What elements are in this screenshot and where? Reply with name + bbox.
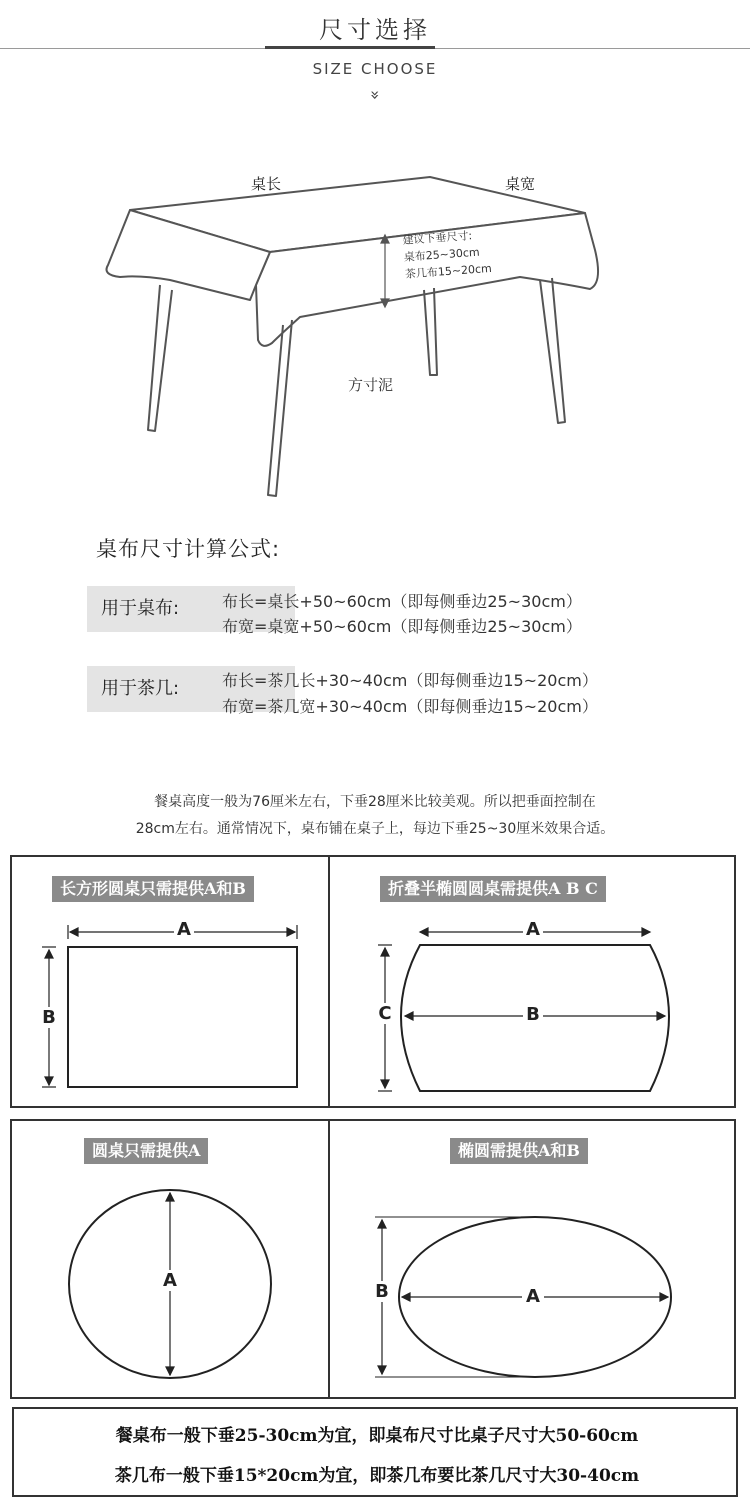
oval-diagram bbox=[330, 1121, 734, 1397]
note-line-2: 28cm左右。通常情况下，桌布铺在桌子上，每边下垂25~30厘米效果合适。 bbox=[135, 821, 615, 837]
tablecloth-tag: 用于桌布: bbox=[87, 586, 295, 632]
drop-suggestion bbox=[402, 226, 492, 283]
half-oval-b-label: B bbox=[523, 1004, 543, 1025]
oval-panel-title: 椭圆需提供A和B bbox=[450, 1138, 588, 1164]
half-oval-c-label: C bbox=[375, 1003, 395, 1024]
note-line-1: 餐桌高度一般为76厘米左右，下垂28厘米比较美观。所以把垂面控制在 bbox=[154, 794, 596, 810]
watermark: 方寸泥 bbox=[348, 376, 394, 394]
rect-panel bbox=[10, 855, 330, 1108]
rect-a-label: A bbox=[174, 919, 194, 940]
tea-length-formula: 布长=茶几长+30~40cm（即每侧垂边15~20cm） bbox=[222, 671, 598, 690]
round-panel bbox=[10, 1119, 330, 1399]
table-width-label: 桌宽 bbox=[505, 175, 536, 193]
drop-table: 桌布25~30cm bbox=[403, 245, 481, 264]
page-subtitle: SIZE CHOOSE bbox=[312, 60, 438, 78]
half-oval-panel-title: 折叠半椭圆圆桌需提供A B C bbox=[380, 876, 606, 902]
chevron-down-icon: » bbox=[366, 90, 385, 100]
half-oval-panel bbox=[328, 855, 736, 1108]
tablecloth-width-formula: 布宽=桌宽+50~60cm（即每侧垂边25~30cm） bbox=[222, 617, 582, 636]
half-oval-a-label: A bbox=[523, 919, 543, 940]
formula-title: 桌布尺寸计算公式: bbox=[96, 537, 281, 561]
table-illustration bbox=[0, 165, 750, 510]
half-oval-diagram bbox=[330, 857, 734, 1106]
round-a-label: A bbox=[159, 1270, 181, 1291]
page-title: 尺寸选择 bbox=[319, 16, 431, 44]
round-diagram bbox=[12, 1121, 328, 1397]
table-length-label: 桌长 bbox=[251, 175, 282, 193]
rect-diagram bbox=[12, 857, 328, 1106]
oval-a-label: A bbox=[522, 1286, 544, 1307]
oval-panel bbox=[328, 1119, 736, 1399]
rect-panel-title: 长方形圆桌只需提供A和B bbox=[52, 876, 254, 902]
rect-b-label: B bbox=[38, 1007, 60, 1028]
bottom-line-1: 餐桌布一般下垂25-30cm为宜，即桌布尺寸比桌子尺寸大50-60cm bbox=[115, 1426, 639, 1446]
tea-width-formula: 布宽=茶几宽+30~40cm（即每侧垂边15~20cm） bbox=[222, 697, 598, 716]
drop-tea: 茶几布15~20cm bbox=[404, 261, 493, 281]
drop-title: 建议下垂尺寸: bbox=[402, 229, 473, 247]
bottom-note-box bbox=[12, 1407, 738, 1497]
title-underline bbox=[265, 46, 435, 49]
round-panel-title: 圆桌只需提供A bbox=[84, 1138, 208, 1164]
tea-table-tag: 用于茶几: bbox=[87, 666, 295, 712]
bottom-line-2: 茶几布一般下垂15*20cm为宜，即茶几布要比茶几尺寸大30-40cm bbox=[114, 1466, 640, 1486]
tablecloth-length-formula: 布长=桌长+50~60cm（即每侧垂边25~30cm） bbox=[222, 592, 582, 611]
oval-b-label: B bbox=[371, 1281, 393, 1302]
